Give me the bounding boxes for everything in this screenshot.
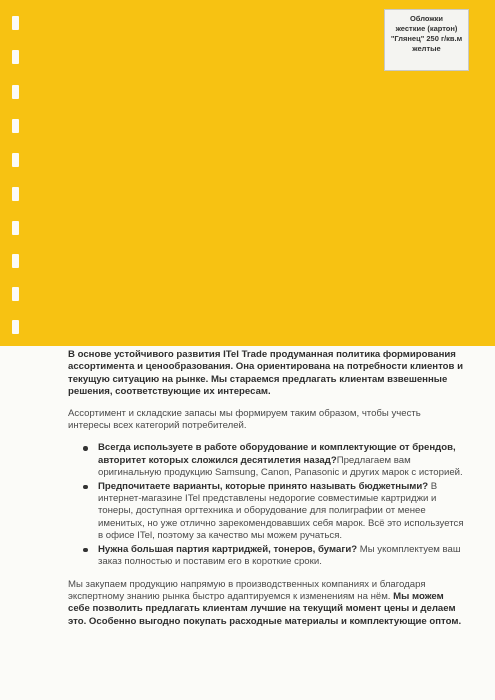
closing-text: Мы закупаем продукцию напрямую в производственных компаниях и благодаря экспертному знанию рынка быстро адаптируемся к изменениям на нём. (68, 578, 426, 602)
list-item (98, 442, 464, 479)
product-label (384, 9, 469, 71)
list-item-text: В интернет-магазине ITel представлены недорогие совместимые картриджи и тонеры, доступная оргтехника и оборудование для полиграфии от менее именитых, но уже отлично зарекомендовавших себя марок. Всё это используется в офисе ITel, поэтому за качество мы можем ручаться. (98, 480, 464, 542)
list-item (98, 481, 464, 543)
label-line: Обложки (409, 14, 444, 23)
label-line: жесткие (картон) (395, 24, 458, 33)
closing-paragraph (68, 579, 464, 629)
intro-paragraph (68, 349, 464, 399)
binding-hole (12, 16, 19, 30)
binding-hole (12, 254, 19, 268)
list-item-bold: Всегда используете в работе оборудование и комплектующие от брендов, авторитет которых сложился десятилетия назад? (98, 442, 456, 466)
binding-hole (12, 320, 19, 334)
binding-hole (12, 221, 19, 235)
intro-bold: В основе устойчивого развития ITel Trade продуманная политика формирования ассортимента и ценообразования. Она ориентирована на потребности клиентов и текущую ситуацию на рынке. Мы стараемся предлагать клиентам взвешенные решения, соответствующие их интересам. (68, 349, 463, 398)
label-line: желтые (412, 44, 441, 53)
label-line: "Глянец" 250 г/кв.м (390, 34, 463, 43)
binding-hole (12, 187, 19, 201)
description-text (68, 349, 464, 628)
list-item-text: Предлагаем вам оригинальную продукцию Samsung, Canon, Panasonic и других марок с историей. (98, 454, 463, 479)
binding-hole (12, 85, 19, 99)
binding-hole (12, 50, 19, 64)
binding-hole (12, 153, 19, 167)
closing-bold: Мы можем себе позволить предлагать клиентам лучшие на текущий момент цены и делаем это. Особенно выгодно покупать расходные материалы и комплектующие оптом. (68, 590, 462, 627)
yellow-cover-sample (0, 0, 495, 346)
list-item-bold: Нужна большая партия картриджей, тонеров, бумаги? (98, 543, 358, 555)
list-item-bold: Предпочитаете варианты, которые принято называть бюджетными? (98, 480, 429, 492)
binding-hole (12, 119, 19, 133)
list-item (98, 544, 464, 569)
benefits-list (68, 442, 464, 568)
assortment-paragraph: Ассортимент и складские запасы мы формируем таким образом, чтобы учесть интересы всех категорий потребителей. (68, 407, 421, 432)
list-item-text: Мы укомплектуем ваш заказ полностью и поставим его в короткие сроки. (98, 543, 461, 568)
binding-hole (12, 287, 19, 301)
